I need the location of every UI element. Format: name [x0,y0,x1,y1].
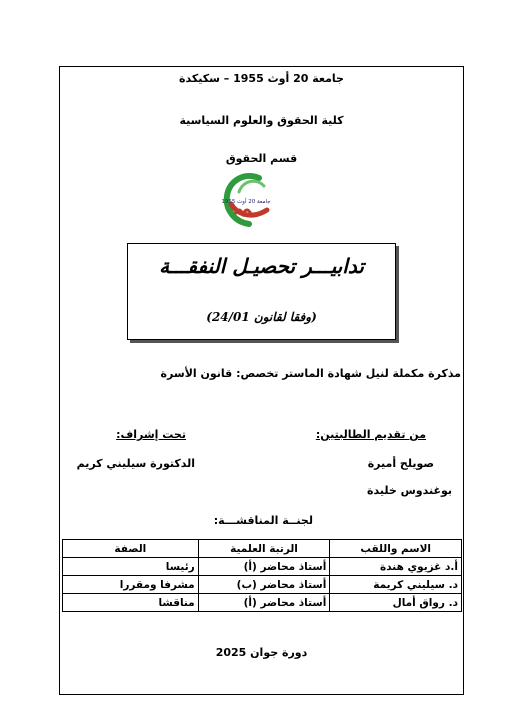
table-cell: أ.د غزيوي هندة [330,558,462,576]
university-name: جامعة 20 أوث 1955 – سكيكدة [179,72,344,85]
thesis-subtitle: (وفقا لقانون 24/01) [206,310,317,324]
table-row [63,594,462,612]
column-header: الاسم واللقب [330,540,462,558]
committee-heading: لجنــة المناقشـــة: [213,514,313,527]
student-name-2: بوغندوس خليدة [367,484,452,497]
table-row [63,558,462,576]
thesis-title: تدابيـــر تحصيـل النفقـــة [159,254,364,278]
university-logo [217,170,277,230]
students-heading: من تقديم الطالبتين: [315,428,426,441]
table-cell: د. سيليني كريمة [330,576,462,594]
memo-description: مذكرة مكملة لنيل شهادة الماستر تخصص: قانون الأسرة [160,367,461,380]
faculty-name: كلية الحقوق والعلوم السياسية [179,114,344,127]
logo-text: جامعة 20 أوت 1955 [221,199,271,205]
table-cell: مشرفا ومقررا [63,576,199,594]
committee-table [62,539,462,612]
table-cell: أستاذ محاضر (أ) [198,594,330,612]
table-cell: أستاذ محاضر (أ) [198,558,330,576]
session-date: دورة جوان 2025 [215,646,308,659]
table-cell: مناقشا [63,594,199,612]
department-name: قسم الحقوق [225,152,298,165]
student-name-1: صويلح أميرة [367,457,434,470]
title-box [127,243,396,340]
supervisor-heading: تحت إشراف: [116,428,186,441]
table-cell: د. رواق أمال [330,594,462,612]
table-row [63,576,462,594]
table-cell: أستاذ محاضر (ب) [198,576,330,594]
table-cell: رئيسا [63,558,199,576]
column-header: الرتبة العلمية [198,540,330,558]
table-header-row [63,540,462,558]
supervisor-name: الدكتورة سيليني كريم [76,457,195,470]
column-header: الصفة [63,540,199,558]
